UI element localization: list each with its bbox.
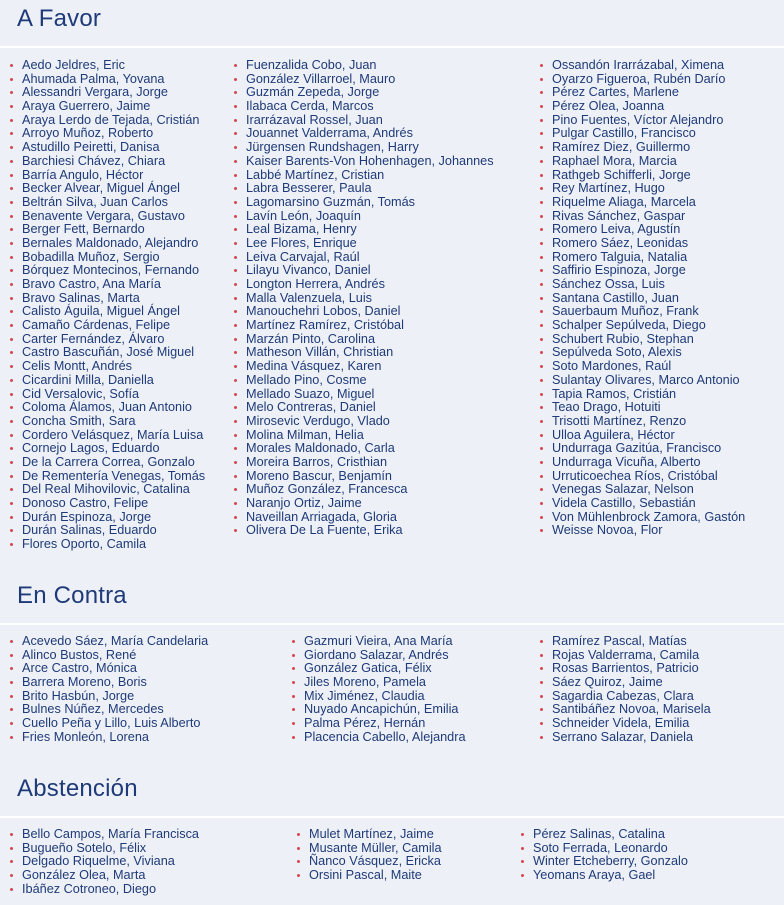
section-heading: En Contra [17,582,127,609]
list-item: Ilabaca Cerda, Marcos [234,100,494,114]
list-item: Bernales Maldonado, Alejandro [10,237,205,251]
list-item: Pérez Olea, Joanna [540,100,745,114]
list-item: Durán Espinoza, Jorge [10,511,205,525]
list-item: Medina Vásquez, Karen [234,360,494,374]
name-column [292,635,466,745]
list-item: Fuenzalida Cobo, Juan [234,59,494,73]
list-item: Sauerbaum Muñoz, Frank [540,305,745,319]
list-item: Lilayu Vivanco, Daniel [234,264,494,278]
list-item: Jürgensen Rundshagen, Harry [234,141,494,155]
list-item: Santibáñez Novoa, Marisela [540,703,711,717]
list-item: Sepúlveda Soto, Alexis [540,346,745,360]
list-item: Bravo Salinas, Marta [10,292,205,306]
list-item: Moreno Bascur, Benjamín [234,470,494,484]
list-item: Rivas Sánchez, Gaspar [540,210,745,224]
list-item: Rey Martínez, Hugo [540,182,745,196]
list-item: Cornejo Lagos, Eduardo [10,442,205,456]
list-item: Pulgar Castillo, Francisco [540,127,745,141]
section-divider [0,623,784,625]
list-item: Delgado Riquelme, Viviana [10,855,199,869]
list-item: Von Mühlenbrock Zamora, Gastón [540,511,745,525]
section-heading: A Favor [17,5,102,32]
list-item: Coloma Álamos, Juan Antonio [10,401,205,415]
list-item: Placencia Cabello, Alejandra [292,731,466,745]
list-item: Barrera Moreno, Boris [10,676,208,690]
list-item: Carter Fernández, Álvaro [10,333,205,347]
section-divider [0,46,784,48]
list-item: Cicardini Milla, Daniella [10,374,205,388]
list-item: Mellado Pino, Cosme [234,374,494,388]
list-item: Del Real Mihovilovic, Catalina [10,483,205,497]
list-item: González Villarroel, Mauro [234,73,494,87]
list-item: Sáez Quiroz, Jaime [540,676,711,690]
list-item: Sagardia Cabezas, Clara [540,690,711,704]
list-item: Araya Guerrero, Jaime [10,100,205,114]
list-item: Santana Castillo, Juan [540,292,745,306]
list-item: Malla Valenzuela, Luis [234,292,494,306]
list-item: Jiles Moreno, Pamela [292,676,466,690]
list-item: Teao Drago, Hotuiti [540,401,745,415]
list-item: Labra Besserer, Paula [234,182,494,196]
list-item: Lee Flores, Enrique [234,237,494,251]
list-item: Molina Milman, Helia [234,429,494,443]
list-item: Rosas Barrientos, Patricio [540,662,711,676]
list-item: Venegas Salazar, Nelson [540,483,745,497]
list-item: Ulloa Aguilera, Héctor [540,429,745,443]
list-item: Tapia Ramos, Cristián [540,388,745,402]
list-item: Mellado Suazo, Miguel [234,388,494,402]
list-item: Morales Maldonado, Carla [234,442,494,456]
list-item: Bello Campos, María Francisca [10,828,199,842]
list-item: Bobadilla Muñoz, Sergio [10,251,205,265]
list-item: Guzmán Zepeda, Jorge [234,86,494,100]
list-item: Pérez Salinas, Catalina [521,828,688,842]
list-item: González Olea, Marta [10,869,199,883]
list-item: Irarrázaval Rossel, Juan [234,114,494,128]
list-item: Bugueño Sotelo, Félix [10,842,199,856]
name-column [540,59,745,538]
list-item: Celis Montt, Andrés [10,360,205,374]
list-item: Giordano Salazar, Andrés [292,649,466,663]
list-item: Arce Castro, Mónica [10,662,208,676]
list-item: Cuello Peña y Lillo, Luis Alberto [10,717,208,731]
list-item: Nuyado Ancapichún, Emilia [292,703,466,717]
list-item: Moreira Barros, Cristhian [234,456,494,470]
name-column [10,635,208,745]
list-item: Romero Talguia, Natalia [540,251,745,265]
list-item: Berger Fett, Bernardo [10,223,205,237]
name-column [297,828,442,883]
list-item: Mulet Martínez, Jaime [297,828,442,842]
list-item: Flores Oporto, Camila [10,538,205,552]
list-item: Becker Alvear, Miguel Ángel [10,182,205,196]
list-item: Sulantay Olivares, Marco Antonio [540,374,745,388]
name-column [10,828,199,896]
list-item: Rathgeb Schifferli, Jorge [540,169,745,183]
list-item: Alessandri Vergara, Jorge [10,86,205,100]
list-item: Naveillan Arriagada, Gloria [234,511,494,525]
list-item: Lagomarsino Guzmán, Tomás [234,196,494,210]
list-item: Oyarzo Figueroa, Rubén Darío [540,73,745,87]
list-item: Astudillo Peiretti, Danisa [10,141,205,155]
list-item: Trisotti Martínez, Renzo [540,415,745,429]
list-item: Schneider Videla, Emilia [540,717,711,731]
list-item: Naranjo Ortiz, Jaime [234,497,494,511]
list-item: Mirosevic Verdugo, Vlado [234,415,494,429]
list-item: Araya Lerdo de Tejada, Cristián [10,114,205,128]
list-item: Acevedo Sáez, María Candelaria [10,635,208,649]
list-item: Bravo Castro, Ana María [10,278,205,292]
list-item: Ramírez Pascal, Matías [540,635,711,649]
list-item: Videla Castillo, Sebastián [540,497,745,511]
list-item: Camaño Cárdenas, Felipe [10,319,205,333]
list-item: Matheson Villán, Christian [234,346,494,360]
list-item: Muñoz González, Francesca [234,483,494,497]
list-item: Barría Angulo, Héctor [10,169,205,183]
list-item: Musante Müller, Camila [297,842,442,856]
list-item: Lavín León, Joaquín [234,210,494,224]
name-column [10,59,205,552]
list-item: Leiva Carvajal, Raúl [234,251,494,265]
list-item: Barchiesi Chávez, Chiara [10,155,205,169]
list-item: Undurraga Gazitúa, Francisco [540,442,745,456]
list-item: Jouannet Valderrama, Andrés [234,127,494,141]
list-item: Pino Fuentes, Víctor Alejandro [540,114,745,128]
list-item: Longton Herrera, Andrés [234,278,494,292]
list-item: Sánchez Ossa, Luis [540,278,745,292]
list-item: Gazmuri Vieira, Ana María [292,635,466,649]
list-item: Calisto Águila, Miguel Ángel [10,305,205,319]
list-item: Rojas Valderrama, Camila [540,649,711,663]
list-item: Undurraga Vicuña, Alberto [540,456,745,470]
list-item: Donoso Castro, Felipe [10,497,205,511]
list-item: Palma Pérez, Hernán [292,717,466,731]
section-divider [0,816,784,818]
section-heading: Abstención [17,775,138,802]
list-item: Kaiser Barents-Von Hohenhagen, Johannes [234,155,494,169]
list-item: Mix Jiménez, Claudia [292,690,466,704]
list-item: Brito Hasbún, Jorge [10,690,208,704]
list-item: Cid Versalovic, Sofía [10,388,205,402]
list-item: Orsini Pascal, Maite [297,869,442,883]
list-item: Ossandón Irarrázabal, Ximena [540,59,745,73]
list-item: Schubert Rubio, Stephan [540,333,745,347]
name-column [234,59,494,538]
list-item: Melo Contreras, Daniel [234,401,494,415]
list-item: Urruticoechea Ríos, Cristóbal [540,470,745,484]
list-item: Arroyo Muñoz, Roberto [10,127,205,141]
list-item: Saffirio Espinoza, Jorge [540,264,745,278]
list-item: Ibáñez Cotroneo, Diego [10,883,199,897]
list-item: Aedo Jeldres, Eric [10,59,205,73]
list-item: Romero Sáez, Leonidas [540,237,745,251]
list-item: Concha Smith, Sara [10,415,205,429]
list-item: Riquelme Aliaga, Marcela [540,196,745,210]
list-item: Beltrán Silva, Juan Carlos [10,196,205,210]
list-item: Winter Etcheberry, Gonzalo [521,855,688,869]
list-item: Alinco Bustos, René [10,649,208,663]
list-item: Ramírez Diez, Guillermo [540,141,745,155]
list-item: Bórquez Montecinos, Fernando [10,264,205,278]
list-item: Weisse Novoa, Flor [540,524,745,538]
list-item: De Rementería Venegas, Tomás [10,470,205,484]
list-item: De la Carrera Correa, Gonzalo [10,456,205,470]
list-item: Yeomans Araya, Gael [521,869,688,883]
list-item: Schalper Sepúlveda, Diego [540,319,745,333]
list-item: Leal Bizama, Henry [234,223,494,237]
list-item: González Gatica, Félix [292,662,466,676]
list-item: Labbé Martínez, Cristian [234,169,494,183]
list-item: Soto Mardones, Raúl [540,360,745,374]
list-item: Bulnes Núñez, Mercedes [10,703,208,717]
list-item: Serrano Salazar, Daniela [540,731,711,745]
list-item: Durán Salinas, Eduardo [10,524,205,538]
list-item: Raphael Mora, Marcia [540,155,745,169]
list-item: Benavente Vergara, Gustavo [10,210,205,224]
list-item: Manouchehri Lobos, Daniel [234,305,494,319]
list-item: Olivera De La Fuente, Erika [234,524,494,538]
list-item: Cordero Velásquez, María Luisa [10,429,205,443]
list-item: Pérez Cartes, Marlene [540,86,745,100]
list-item: Marzán Pinto, Carolina [234,333,494,347]
list-item: Ahumada Palma, Yovana [10,73,205,87]
list-item: Martínez Ramírez, Cristóbal [234,319,494,333]
list-item: Fries Monleón, Lorena [10,731,208,745]
list-item: Ñanco Vásquez, Ericka [297,855,442,869]
list-item: Soto Ferrada, Leonardo [521,842,688,856]
list-item: Castro Bascuñán, José Miguel [10,346,205,360]
list-item: Romero Leiva, Agustín [540,223,745,237]
name-column [521,828,688,883]
name-column [540,635,711,745]
